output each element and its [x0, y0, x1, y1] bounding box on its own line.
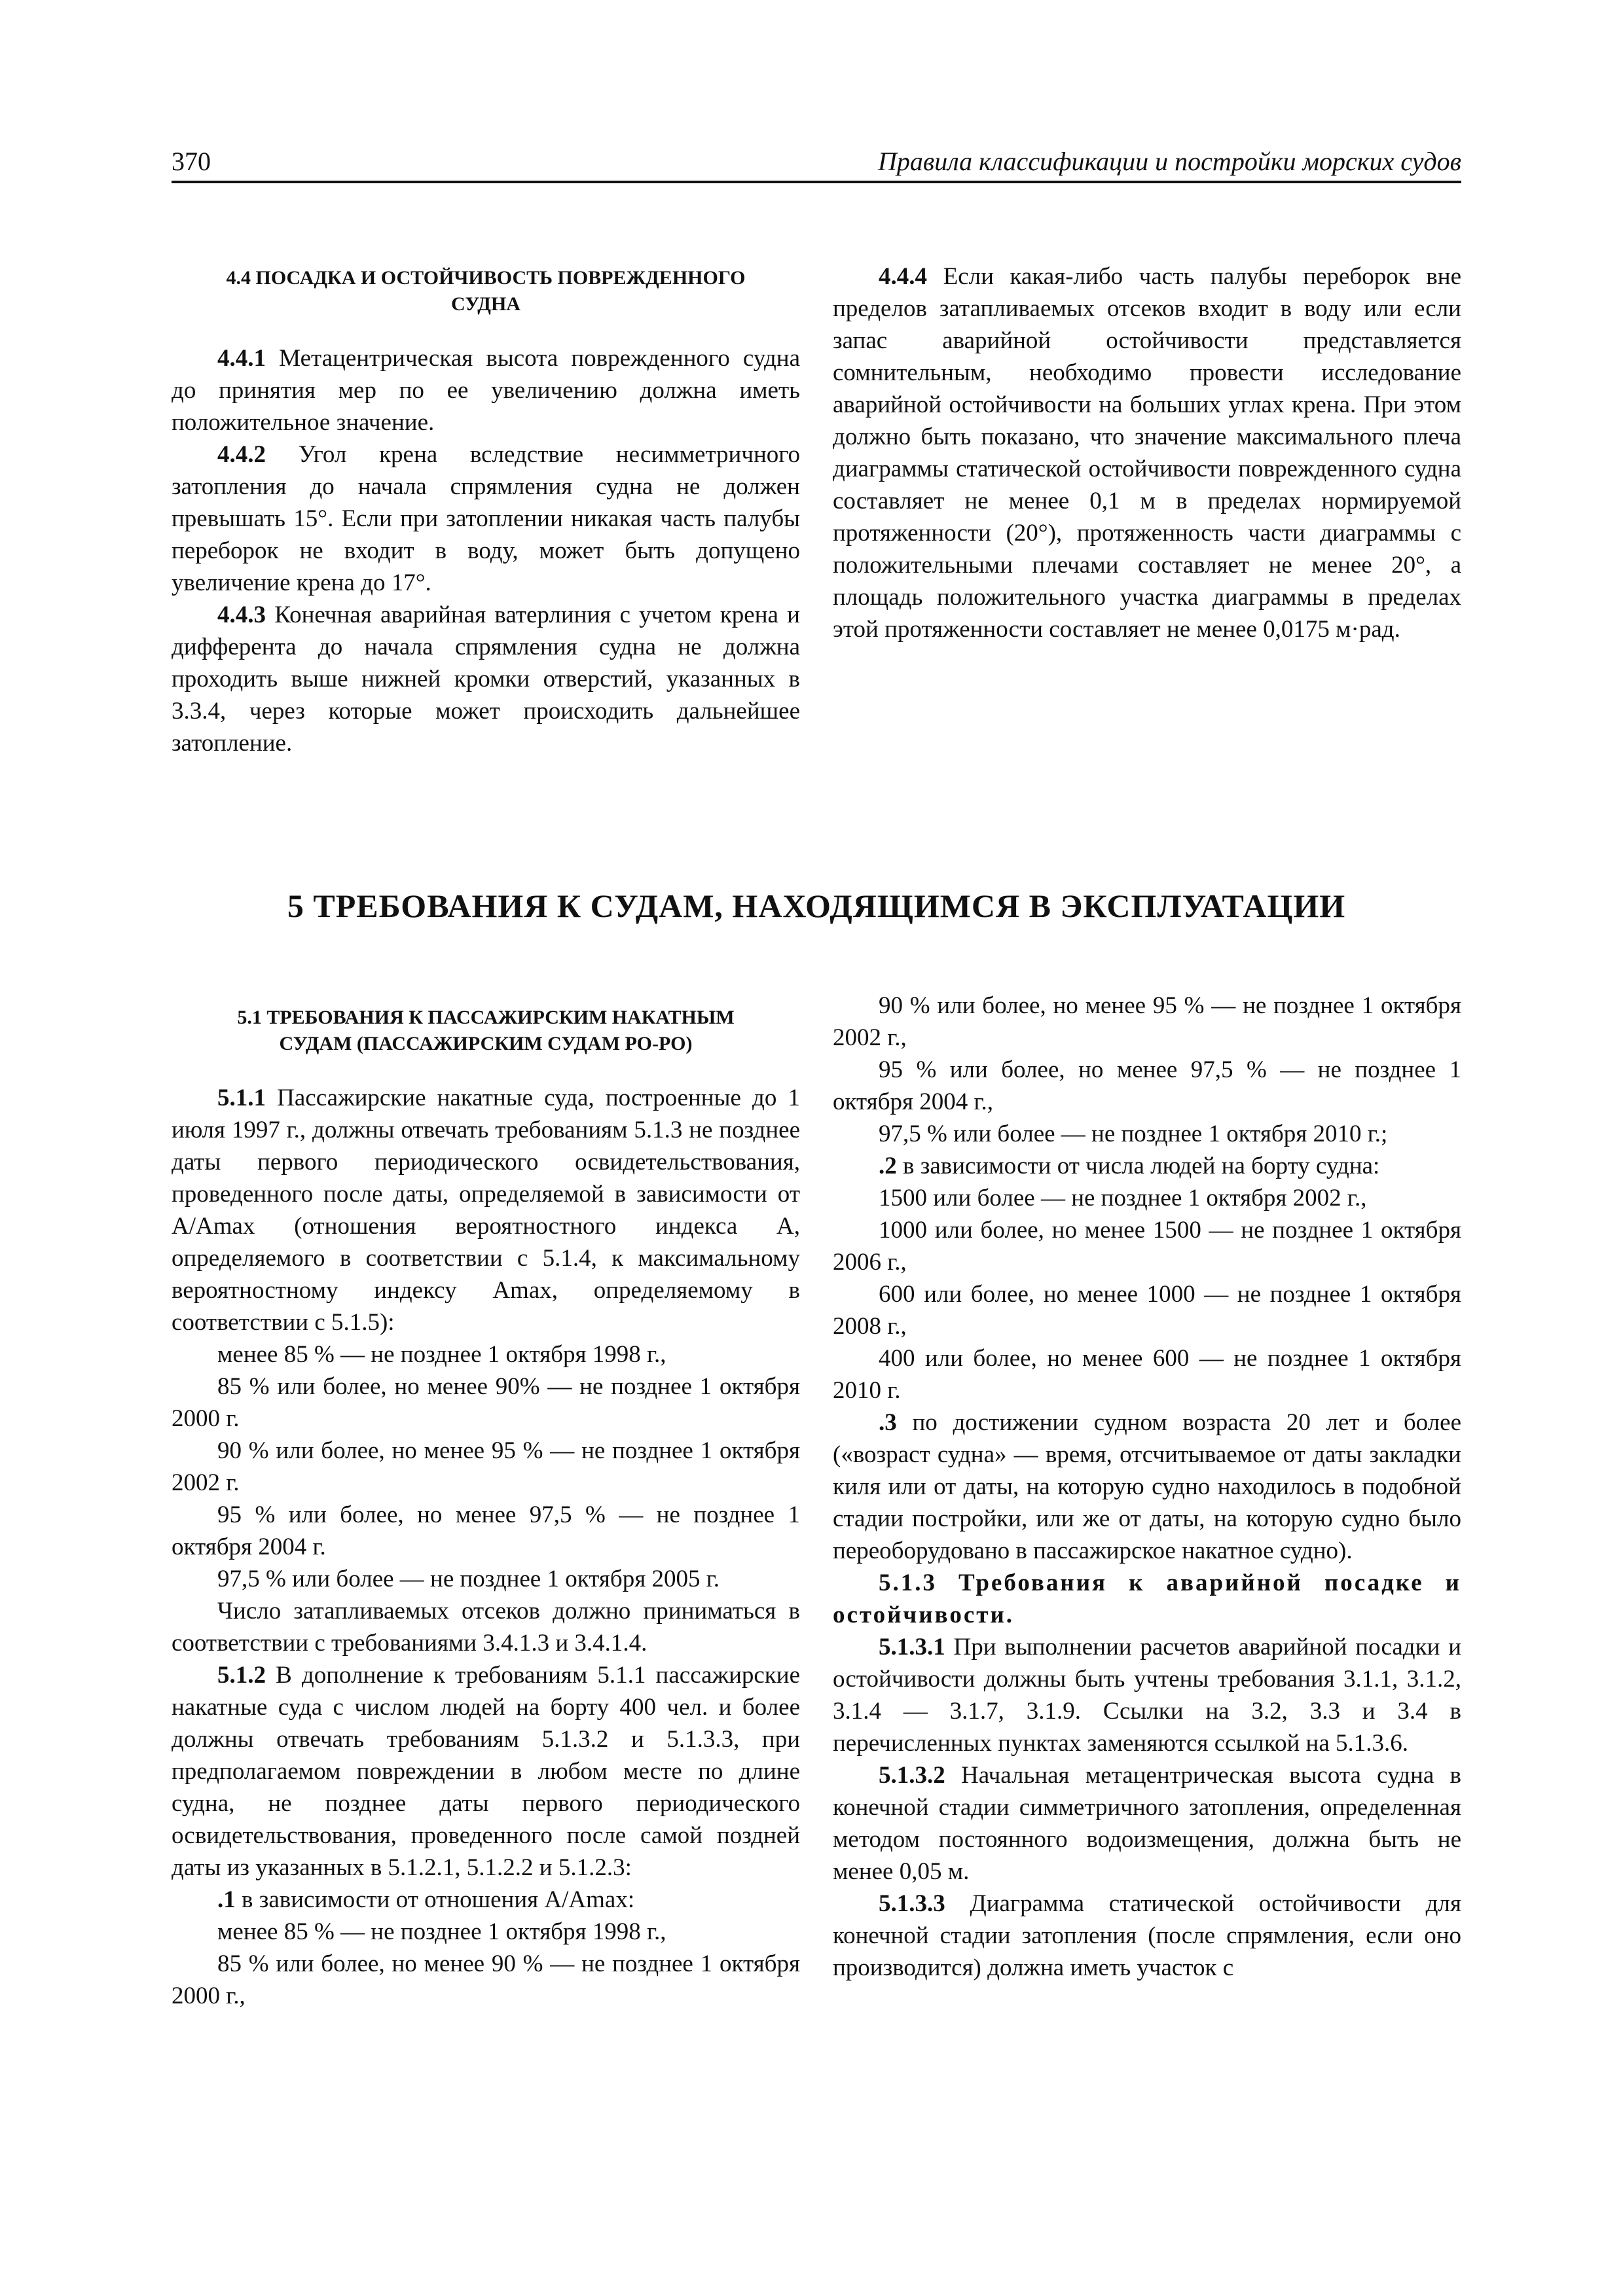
- paragraph-4-4-1: 4.4.1 Метацентрическая высота поврежденного судна до принятия мер по ее увеличению должна иметь положительное значение.: [172, 345, 800, 436]
- section-4-4-heading: 4.4 ПОСАДКА И ОСТОЙЧИВОСТЬ ПОВРЕЖДЕННОГО СУДНА: [226, 267, 746, 315]
- chapter-5-title: 5 ТРЕБОВАНИЯ К СУДАМ, НАХОДЯЩИМСЯ В ЭКСПЛУАТАЦИИ: [287, 888, 1346, 924]
- section-5-1-right-column: [833, 990, 1461, 1984]
- paragraph-5-1-1: 5.1.1 Пассажирские накатные суда, построенные до 1 июля 1997 г., должны отвечать требованиям 5.1.3 не позднее даты первого периодического освидетельствования, проведенного после даты, определяемой в зависимости от A/Amax (отношения вероятностного индекса A, определяемого в соответствии с 5.1.4, к максимальному вероятностному индексу Amax, определяемому в соответствии с 5.1.5):: [172, 1085, 800, 1336]
- list-item: 1000 или более, но менее 1500 — не позднее 1 октября 2006 г.,: [833, 1217, 1461, 1276]
- running-title: Правила классификации и постройки морских судов: [877, 147, 1461, 176]
- section-4-4-left-column: [172, 265, 800, 759]
- list-item: Число затапливаемых отсеков должно приниматься в соответствии с требованиями 3.4.1.3 и 3.4.1.4.: [172, 1598, 800, 1657]
- page-number: 370: [172, 147, 211, 176]
- list-item: 90 % или более, но менее 95 % — не позднее 1 октября 2002 г.,: [833, 992, 1461, 1051]
- list-item: менее 85 % — не позднее 1 октября 1998 г.,: [217, 1341, 666, 1368]
- list-item: 90 % или более, но менее 95 % — не позднее 1 октября 2002 г.: [172, 1437, 800, 1496]
- list-item: 97,5 % или более — не позднее 1 октября 2005 г.: [217, 1566, 720, 1592]
- paragraph-5-1-3-1: 5.1.3.1 При выполнении расчетов аварийной посадки и остойчивости должны быть учтены требования 3.1.1, 3.1.2, 3.1.4 — 3.1.7, 3.1.9. Ссылки на 3.2, 3.3 и 3.4 в перечисленных пунктах заменяются ссылкой на 5.1.3.6.: [833, 1634, 1461, 1757]
- subitem-3: .3 по достижении судном возраста 20 лет и более («возраст судна» — время, отсчитываемое от даты закладки киля или от даты, на которую судно находилось в подобной стадии постройки, или же от даты, на которую судно было переоборудовано в пассажирское накатное судно).: [833, 1409, 1461, 1564]
- list-item: 95 % или более, но менее 97,5 % — не позднее 1 октября 2004 г.: [172, 1501, 800, 1560]
- section-4-4-right-column: [833, 260, 1461, 645]
- list-item: 97,5 % или более — не позднее 1 октября 2010 г.;: [879, 1121, 1388, 1147]
- subitem-2: .2 в зависимости от числа людей на борту судна:: [879, 1153, 1380, 1179]
- paragraph-5-1-3-2: 5.1.3.2 Начальная метацентрическая высота судна в конечной стадии симметричного затопления, определенная методом постоянного водоизмещения, должна быть не менее 0,05 м.: [833, 1762, 1461, 1885]
- list-item: 600 или более, но менее 1000 — не позднее 1 октября 2008 г.,: [833, 1281, 1461, 1340]
- paragraph-5-1-2: 5.1.2 В дополнение к требованиям 5.1.1 пассажирские накатные суда с числом людей на борту 400 чел. и более должны отвечать требованиям 5.1.3.2 и 5.1.3.3, при предполагаемом повреждении в любом месте по длине судна, не позднее даты первого периодического освидетельствования, проведенного после самой поздней даты из указанных в 5.1.2.1, 5.1.2.2 и 5.1.2.3:: [172, 1662, 800, 1881]
- page-header: [172, 144, 1461, 183]
- section-5-1-heading: 5.1 ТРЕБОВАНИЯ К ПАССАЖИРСКИМ НАКАТНЫМ СУДАМ (ПАССАЖИРСКИМ СУДАМ РО-РО): [237, 1007, 735, 1054]
- paragraph-5-1-3-3: 5.1.3.3 Диаграмма статической остойчивости для конечной стадии затопления (после спрямления, если оно производится) должна иметь участок с: [833, 1890, 1461, 1981]
- paragraph-4-4-3: 4.4.3 Конечная аварийная ватерлиния с учетом крена и дифферента до начала спрямления судна не должна проходить выше нижней кромки отверстий, указанных в 3.3.4, через которые может происходить дальнейшее затопление.: [172, 601, 800, 757]
- subitem-1: .1 в зависимости от отношения A/Amax:: [217, 1886, 635, 1913]
- list-item: 85 % или более, но менее 90 % — не позднее 1 октября 2000 г.,: [172, 1950, 800, 2009]
- paragraph-4-4-2: 4.4.2 Угол крена вследствие несимметричного затопления до начала спрямления судна не должен превышать 15°. Если при затоплении никакая часть палубы переборок не входит в воду, может быть допущено увеличение крена до 17°.: [172, 441, 800, 596]
- list-item: 95 % или более, но менее 97,5 % — не позднее 1 октября 2004 г.,: [833, 1056, 1461, 1115]
- list-item: 85 % или более, но менее 90% — не позднее 1 октября 2000 г.: [172, 1373, 800, 1432]
- list-item: менее 85 % — не позднее 1 октября 1998 г.,: [217, 1918, 666, 1945]
- paragraph-5-1-3-heading: 5.1.3 Требования к аварийной посадке и остойчивости.: [833, 1570, 1461, 1628]
- list-item: 400 или более, но менее 600 — не позднее 1 октября 2010 г.: [833, 1345, 1461, 1404]
- paragraph-4-4-4: 4.4.4 Если какая-либо часть палубы переборок вне пределов затапливаемых отсеков входит в воду или если запас аварийной остойчивости представляется сомнительным, необходимо провести исследование аварийной остойчивости на больших углах крена. При этом должно быть показано, что значение максимального плеча диаграммы статической остойчивости поврежденного судна составляет не менее 0,1 м в пределах нормируемой протяженности (20°), протяженность части диаграммы с положительными плечами составляет не менее 20°, а площадь положительного участка диаграммы в пределах этой протяженности составляет не менее 0,0175 м·рад.: [833, 263, 1461, 643]
- list-item: 1500 или более — не позднее 1 октября 2002 г.,: [879, 1185, 1367, 1211]
- section-5-1-left-column: [172, 1005, 800, 2012]
